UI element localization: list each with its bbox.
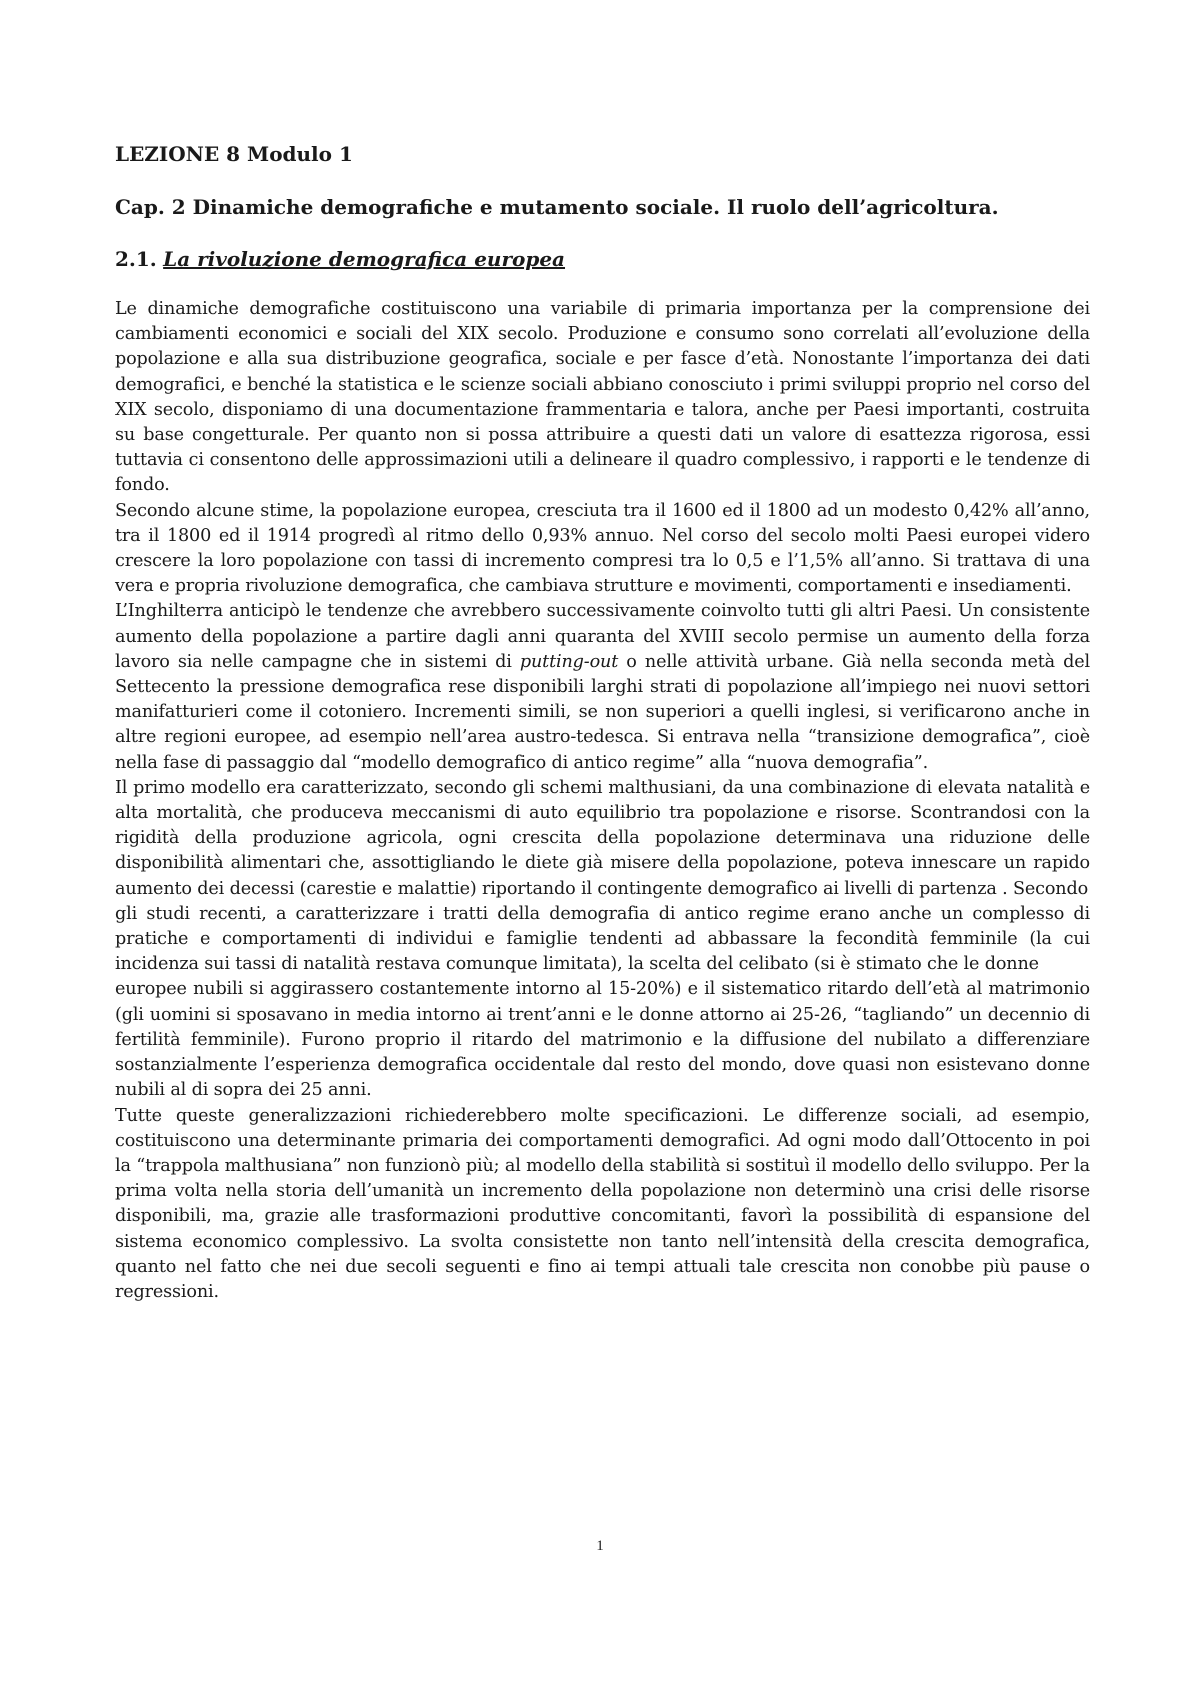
paragraph-6: europee nubili si aggirassero costantemente intorno al 15-20%) e il sistematico ritardo dell’età al matrimonio (gli uomini si sposavano in media intorno ai trent’anni e le donne attorno ai 25-26, “tagliando” un decennio di fertilità femminile). Furono proprio il ritardo del matrimonio e la diffusione del nubilato a differenziare sostanzialmente l’esperienza demografica occidentale dal resto del mondo, dove quasi non esistevano donne nubili al di sopra dei 25 anni. [115, 979, 1090, 1101]
page-number: 1 [596, 1538, 604, 1554]
paragraph-3-part-a: L’Inghilterra anticipò le tendenze che avrebbero successivamente coinvolto tutti gli altri Paesi. Un consistente aumento della popolazione a partire dagli anni quaranta del XVIII secolo permise un aumento della forza lavoro sia nelle campagne che in sistemi di [115, 601, 1090, 672]
section-heading [115, 245, 1090, 273]
paragraph-3-part-b: o nelle attività urbane. Già nella seconda metà del Settecento la pressione demografica rese disponibili larghi strati di popolazione all’impiego nei nuovi settori manifatturieri come il cotoniero. Incrementi simili, se non superiori a quelli inglesi, si verificarono anche in altre regioni europee, ad esempio nell’area austro-tedesca. Si entrava nella “transizione demografica”, cioè nella fase di passaggio dal “modello demografico di antico regime” alla “nuova demografia”. [115, 651, 1090, 773]
section-number: 2.1. [115, 247, 157, 271]
chapter-heading: Cap. 2 Dinamiche demografiche e mutamento sociale. Il ruolo dell’agricoltura. [115, 195, 999, 219]
paragraph-7: Tutte queste generalizzazioni richiederebbero molte specificazioni. Le differenze sociali, ad esempio, costituiscono una determinante primaria dei comportamenti demografici. Ad ogni modo dall’Ottocento in poi la “trappola malthusiana” non funzionò più; al modello della stabilità si sostituì il modello dello sviluppo. Per la prima volta nella storia dell’umanità un incremento della popolazione non determinò una crisi delle risorse disponibili, ma, grazie alle trasformazioni produttive concomitanti, favorì la possibilità di espansione del sistema economico complessivo. La svolta consistette non tanto nell’intensità della crescita demografica, quanto nel fatto che nei due secoli seguenti e fino ai tempi attuali tale crescita non conobbe più pause o regressioni. [115, 1105, 1090, 1302]
lesson-heading: LEZIONE 8 Modulo 1 [115, 142, 353, 166]
paragraph-3 [115, 599, 1090, 775]
paragraph-3-italic: putting-out [519, 651, 619, 672]
paragraph-5: gli studi recenti, a caratterizzare i tratti della demografia di antico regime erano anche un complesso di pratiche e comportamenti di individui e famiglie tendenti ad abbassare la fecondità femminile (la cui incidenza sui tassi di natalità restava comunque limitata), la scelta del celibato (si è stimato che le donne [115, 903, 1090, 975]
paragraph-2: Secondo alcune stime, la popolazione europea, cresciuta tra il 1600 ed il 1800 ad un modesto 0,42% all’anno, tra il 1800 ed il 1914 progredì al ritmo dello 0,93% annuo. Nel corso del secolo molti Paesi europei videro crescere la loro popolazione con tassi di incremento compresi tra lo 0,5 e l’1,5% all’anno. Si trattava di una vera e propria rivoluzione demografica, che cambiava strutture e movimenti, comportamenti e insediamenti. [115, 500, 1090, 597]
section-title: La rivoluzione demografica europea [163, 247, 566, 271]
paragraph-4: Il primo modello era caratterizzato, secondo gli schemi malthusiani, da una combinazione di elevata natalità e alta mortalità, che produceva meccanismi di auto equilibrio tra popolazione e risorse. Scontrandosi con la rigidità della produzione agricola, ogni crescita della popolazione determinava una riduzione delle disponibilità alimentari che, assottigliando le diete già misere della popolazione, poteva innescare un rapido aumento dei decessi (carestie e malattie) riportando il contingente demografico ai livelli di partenza . Secondo [115, 777, 1090, 899]
paragraph-1: Le dinamiche demografiche costituiscono una variabile di primaria importanza per la comprensione dei cambiamenti economici e sociali del XIX secolo. Produzione e consumo sono correlati all’evoluzione della popolazione e alla sua distribuzione geografica, sociale e per fasce d’età. Nonostante l’importanza dei dati demografici, e benché la statistica e le scienze sociali abbiano conosciuto i primi sviluppi proprio nel corso del XIX secolo, disponiamo di una documentazione frammentaria e talora, anche per Paesi importanti, costruita su base congetturale. Per quanto non si possa attribuire a questi dati un valore di esattezza rigorosa, essi tuttavia ci consentono delle approssimazioni utili a delineare il quadro complessivo, i rapporti e le tendenze di fondo. [115, 299, 1090, 496]
body-text [115, 297, 1090, 1305]
